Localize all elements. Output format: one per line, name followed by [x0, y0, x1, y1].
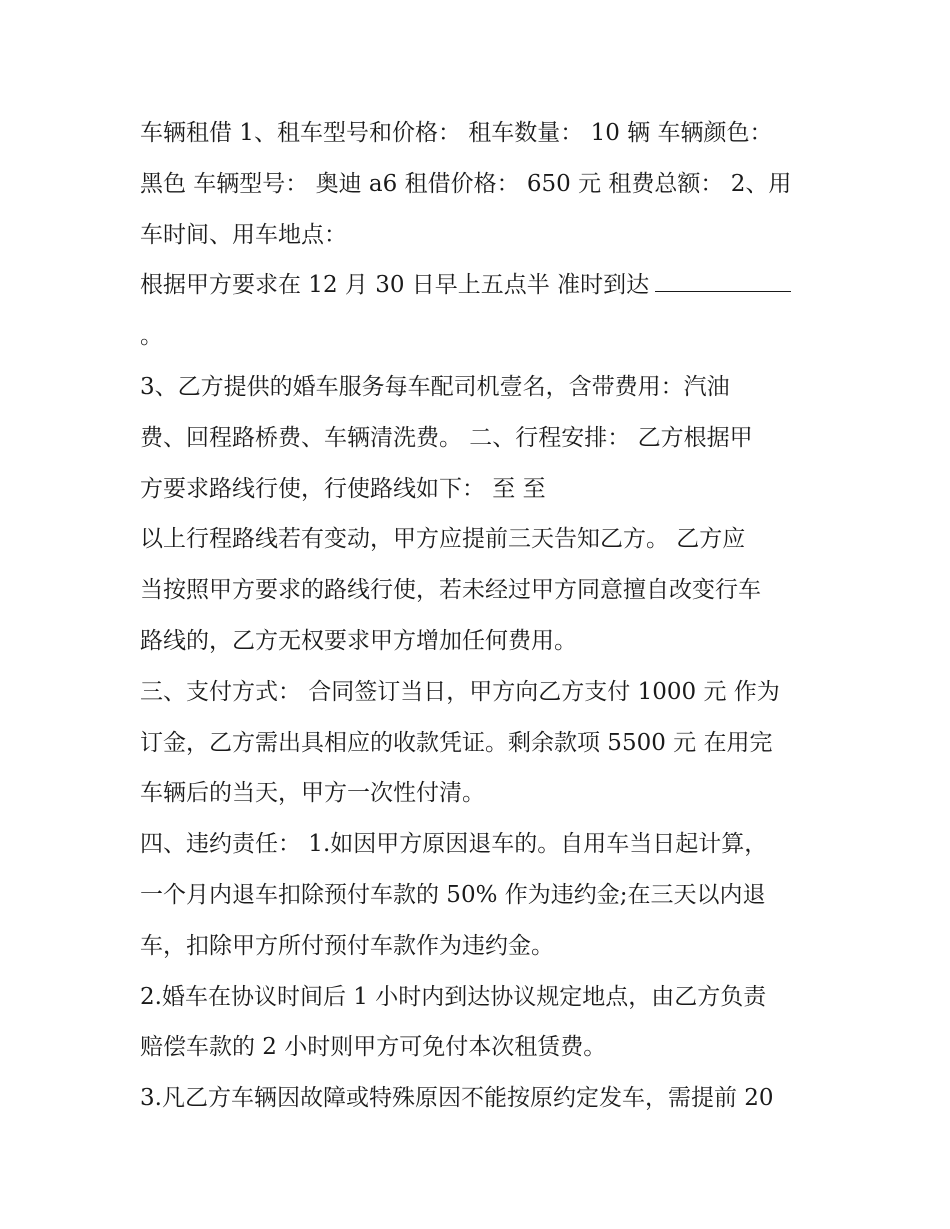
text-line: 车，扣除甲方所付预付车款作为违约金。	[140, 932, 554, 959]
text-fragment: 根据甲方要求在 12 月 30 日早上五点半 准时到达	[140, 272, 650, 299]
text-line: 费、回程路桥费、车辆清洗费。 二、行程安排： 乙方根据甲	[140, 424, 753, 451]
text-line: 车时间、用车地点：	[140, 221, 347, 248]
fill-in-blank	[655, 263, 791, 292]
text-line: 一个月内退车扣除预付车款的 50% 作为违约金;在三天以内退	[140, 881, 766, 908]
document-body	[140, 108, 820, 1124]
text-line: 赔偿车款的 2 小时则甲方可免付本次租赁费。	[140, 1034, 607, 1061]
text-line: 路线的，乙方无权要求甲方增加任何费用。	[140, 627, 577, 654]
text-line: 三、支付方式： 合同签订当日，甲方向乙方支付 1000 元 作为	[140, 678, 780, 705]
text-line: 车辆后的当天，甲方一次性付清。	[140, 780, 485, 807]
text-line: 黑色 车辆型号： 奥迪 a6 租借价格： 650 元 租费总额： 2、用	[140, 170, 792, 197]
text-line: 方要求路线行使，行使路线如下： 至 至	[140, 475, 546, 502]
text-line-with-blank	[140, 260, 820, 311]
text-line: 车辆租借 1、租车型号和价格： 租车数量： 10 辆 车辆颜色：	[140, 120, 773, 146]
text-line: 四、违约责任： 1.如因甲方原因退车的。自用车当日起计算，	[140, 831, 768, 858]
text-line: 2.婚车在协议时间后 1 小时内到达协议规定地点，由乙方负责	[140, 983, 767, 1010]
text-line: 订金，乙方需出具相应的收款凭证。剩余款项 5500 元 在用完	[140, 729, 773, 756]
text-line: 当按照甲方要求的路线行使，若未经过甲方同意擅自改变行车	[140, 577, 761, 604]
text-line: 3、乙方提供的婚车服务每车配司机壹名，含带费用：汽油	[140, 373, 730, 400]
text-line: 3.凡乙方车辆因故障或特殊原因不能按原约定发车，需提前 20	[140, 1085, 774, 1112]
text-line: 。	[140, 323, 163, 350]
text-line: 以上行程路线若有变动，甲方应提前三天告知乙方。 乙方应	[140, 526, 746, 553]
